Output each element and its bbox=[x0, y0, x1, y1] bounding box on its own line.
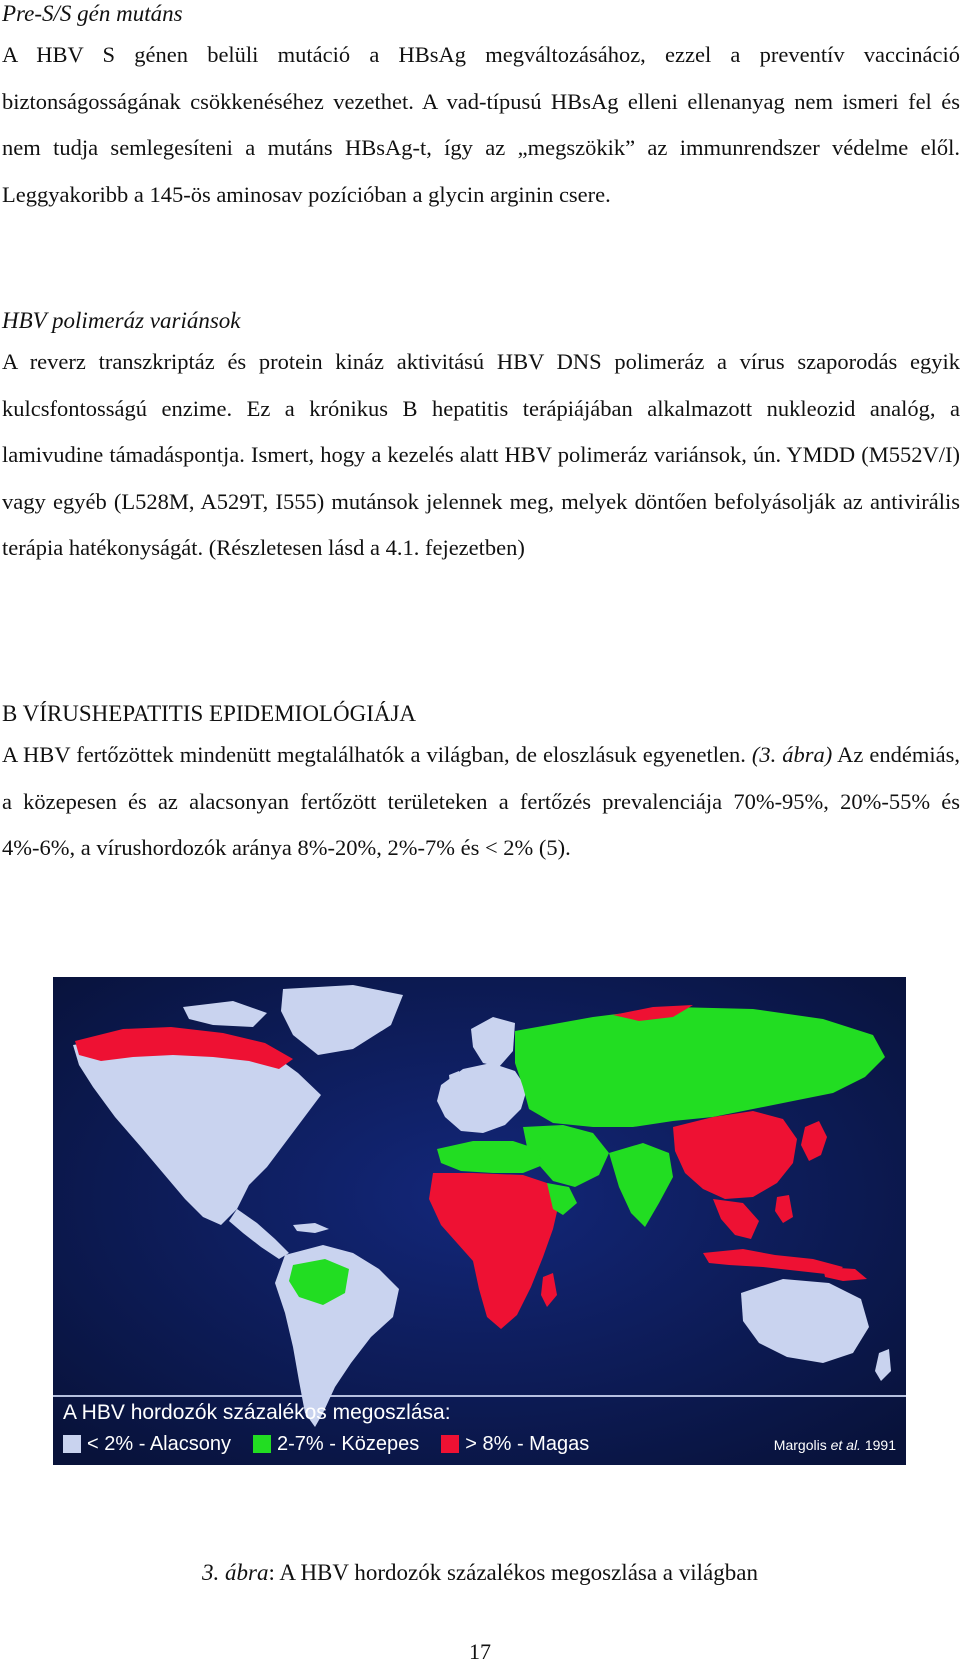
paragraph-polymerase: A reverz transzkriptáz és protein kináz aktivitású HBV DNS polimeráz a vírus szaporodás egyik kulcsfontosságú enzime. Ez a krónikus B hepatitis terápiájában alkalmazott nukleozid analóg, a lamivudine támadáspontja. Ismert, hogy a kezelés alatt HBV polimeráz variánsok, ún. YMDD (M552V/I) vagy egyéb (L528M, A529T, I555) mutánsok jelennek meg, melyek döntően befolyásolják az antivirális terápia hatékonyságát. (Részletesen lásd a 4.1. fejezetben) bbox=[2, 349, 960, 560]
legend-label-high: > 8% - Magas bbox=[465, 1432, 590, 1455]
legend-item-low bbox=[63, 1433, 231, 1456]
caption-figure-number: 3. ábra bbox=[202, 1560, 269, 1585]
caption-text: : A HBV hordozók százalékos megoszlása a világban bbox=[268, 1560, 758, 1585]
legend-swatch-low bbox=[63, 1435, 81, 1453]
page-number: 17 bbox=[469, 1639, 491, 1664]
epidemiology-text-start: A HBV fertőzöttek mindenütt megtalálhatók a világban, de eloszlásuk egyenetlen. bbox=[2, 742, 752, 767]
map-source-credit bbox=[774, 1437, 896, 1453]
legend-label-medium: 2-7% - Közepes bbox=[276, 1432, 420, 1455]
legend-swatch-high bbox=[441, 1435, 459, 1453]
paragraph-epidemiology bbox=[2, 732, 960, 872]
credit-year: 1991 bbox=[860, 1437, 896, 1453]
legend-swatch-medium bbox=[253, 1435, 271, 1453]
legend-item-high bbox=[441, 1433, 589, 1456]
section-heading-polymerase: HBV polimeráz variánsok bbox=[2, 308, 241, 333]
legend-label-low: < 2% - Alacsony bbox=[87, 1432, 231, 1455]
paragraph-pre-s: A HBV S génen belüli mutáció a HBsAg megváltozásához, ezzel a preventív vaccináció biztonságosságának csökkenéséhez vezethet. A vad-típusú HBsAg elleni ellenanyag nem ismeri fel és nem tudja semlegesíteni a mutáns HBsAg-t, így az „megszökik” az immunrendszer védelme elől. Leggyakoribb a 145-ös aminosav pozícióban a glycin arginin csere. bbox=[2, 42, 960, 207]
figure-caption bbox=[0, 1559, 960, 1587]
map-legend bbox=[63, 1431, 611, 1457]
figure-reference-link: (3. ábra) bbox=[751, 742, 833, 767]
world-map-graphic bbox=[53, 977, 906, 1465]
section-heading-pre-s: Pre-S/S gén mutáns bbox=[2, 1, 183, 26]
hbv-world-map-figure bbox=[53, 977, 906, 1465]
legend-item-medium bbox=[253, 1433, 419, 1456]
epidemiology-text-end: Az endémiás, a közepesen és az alacsonyan fertőzött területeken a fertőzés prevalenciája 70%-95%, 20%-55% és 4%-6%, a vírushordozók aránya 8%-20%, 2%-7% és < 2% (5). bbox=[2, 742, 960, 860]
credit-etal: et al. bbox=[826, 1437, 861, 1453]
region-uk-low bbox=[449, 1071, 461, 1093]
credit-author: Margolis bbox=[773, 1437, 827, 1453]
region-antarctica-low bbox=[53, 1395, 906, 1397]
section-heading-epidemiology: B VÍRUSHEPATITIS EPIDEMIOLÓGIÁJA bbox=[2, 701, 417, 726]
map-legend-title: A HBV hordozók százalékos megoszlása: bbox=[63, 1401, 451, 1424]
